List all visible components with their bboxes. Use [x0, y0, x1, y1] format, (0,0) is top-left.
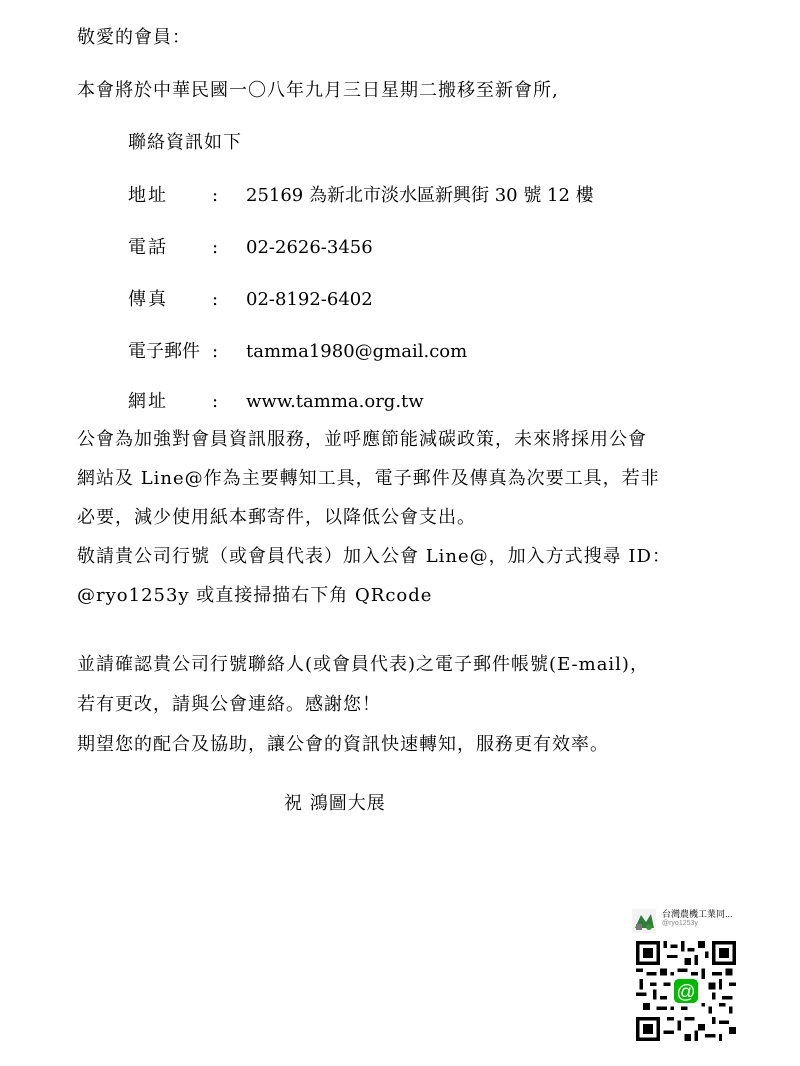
- contact-label: 電子郵件: [128, 341, 200, 362]
- contact-label: 傳真: [128, 289, 168, 310]
- qr-header: [632, 905, 742, 935]
- address-value: 25169 為新北市淡水區新興街 30 號 12 樓: [246, 185, 594, 206]
- line-account-avatar-icon: [632, 909, 656, 933]
- body-paragraph-line: 網站及 Line@作為主要轉知工具，電子郵件及傳真為次要工具，若非: [77, 468, 660, 489]
- line-account-name: 台灣農機工業同...: [662, 909, 733, 919]
- closing-greeting: 祝 鴻圖大展: [284, 793, 386, 814]
- body-paragraph-line: 並請確認貴公司行號聯絡人(或會員代表)之電子郵件帳號(E-mail)，: [77, 654, 649, 675]
- contact-colon: :: [212, 341, 219, 362]
- website-value[interactable]: www.tamma.org.tw: [246, 391, 424, 412]
- contact-colon: :: [212, 185, 219, 206]
- body-paragraph-line: @ryo1253y 或直接掃描右下角 QRcode: [77, 585, 433, 606]
- body-paragraph-line: 期望您的配合及協助，讓公會的資訊快速轉知，服務更有效率。: [77, 734, 609, 755]
- qr-code-icon[interactable]: [636, 941, 736, 1041]
- contact-label: 地址: [128, 185, 168, 206]
- phone-value: 02-2626-3456: [246, 237, 373, 258]
- contact-label: 網址: [128, 391, 168, 412]
- line-account-id: @ryo1253y: [662, 920, 698, 927]
- svg-text:@: @: [676, 982, 696, 1004]
- intro-line: 本會將於中華民國一〇八年九月三日星期二搬移至新會所,: [77, 80, 559, 101]
- salutation: 敬愛的會員：: [77, 27, 191, 48]
- email-value[interactable]: tamma1980@gmail.com: [246, 341, 468, 362]
- contact-colon: :: [212, 237, 219, 258]
- body-paragraph-line: 若有更改，請與公會連絡。感謝您！: [77, 694, 381, 715]
- contact-colon: :: [212, 289, 219, 310]
- body-paragraph-line: 公會為加強對會員資訊服務，並呼應節能減碳政策，未來將採用公會: [77, 429, 647, 450]
- body-paragraph-line: 敬請貴公司行號（或會員代表）加入公會 Line@，加入方式搜尋 ID：: [77, 546, 671, 567]
- body-paragraph-line: 必要，減少使用紙本郵寄件，以降低公會支出。: [77, 507, 476, 528]
- contact-colon: :: [212, 391, 219, 412]
- contact-heading: 聯絡資訊如下: [128, 132, 242, 153]
- fax-value: 02-8192-6402: [246, 289, 373, 310]
- contact-label: 電話: [128, 237, 168, 258]
- line-qr-card[interactable]: [632, 905, 742, 1045]
